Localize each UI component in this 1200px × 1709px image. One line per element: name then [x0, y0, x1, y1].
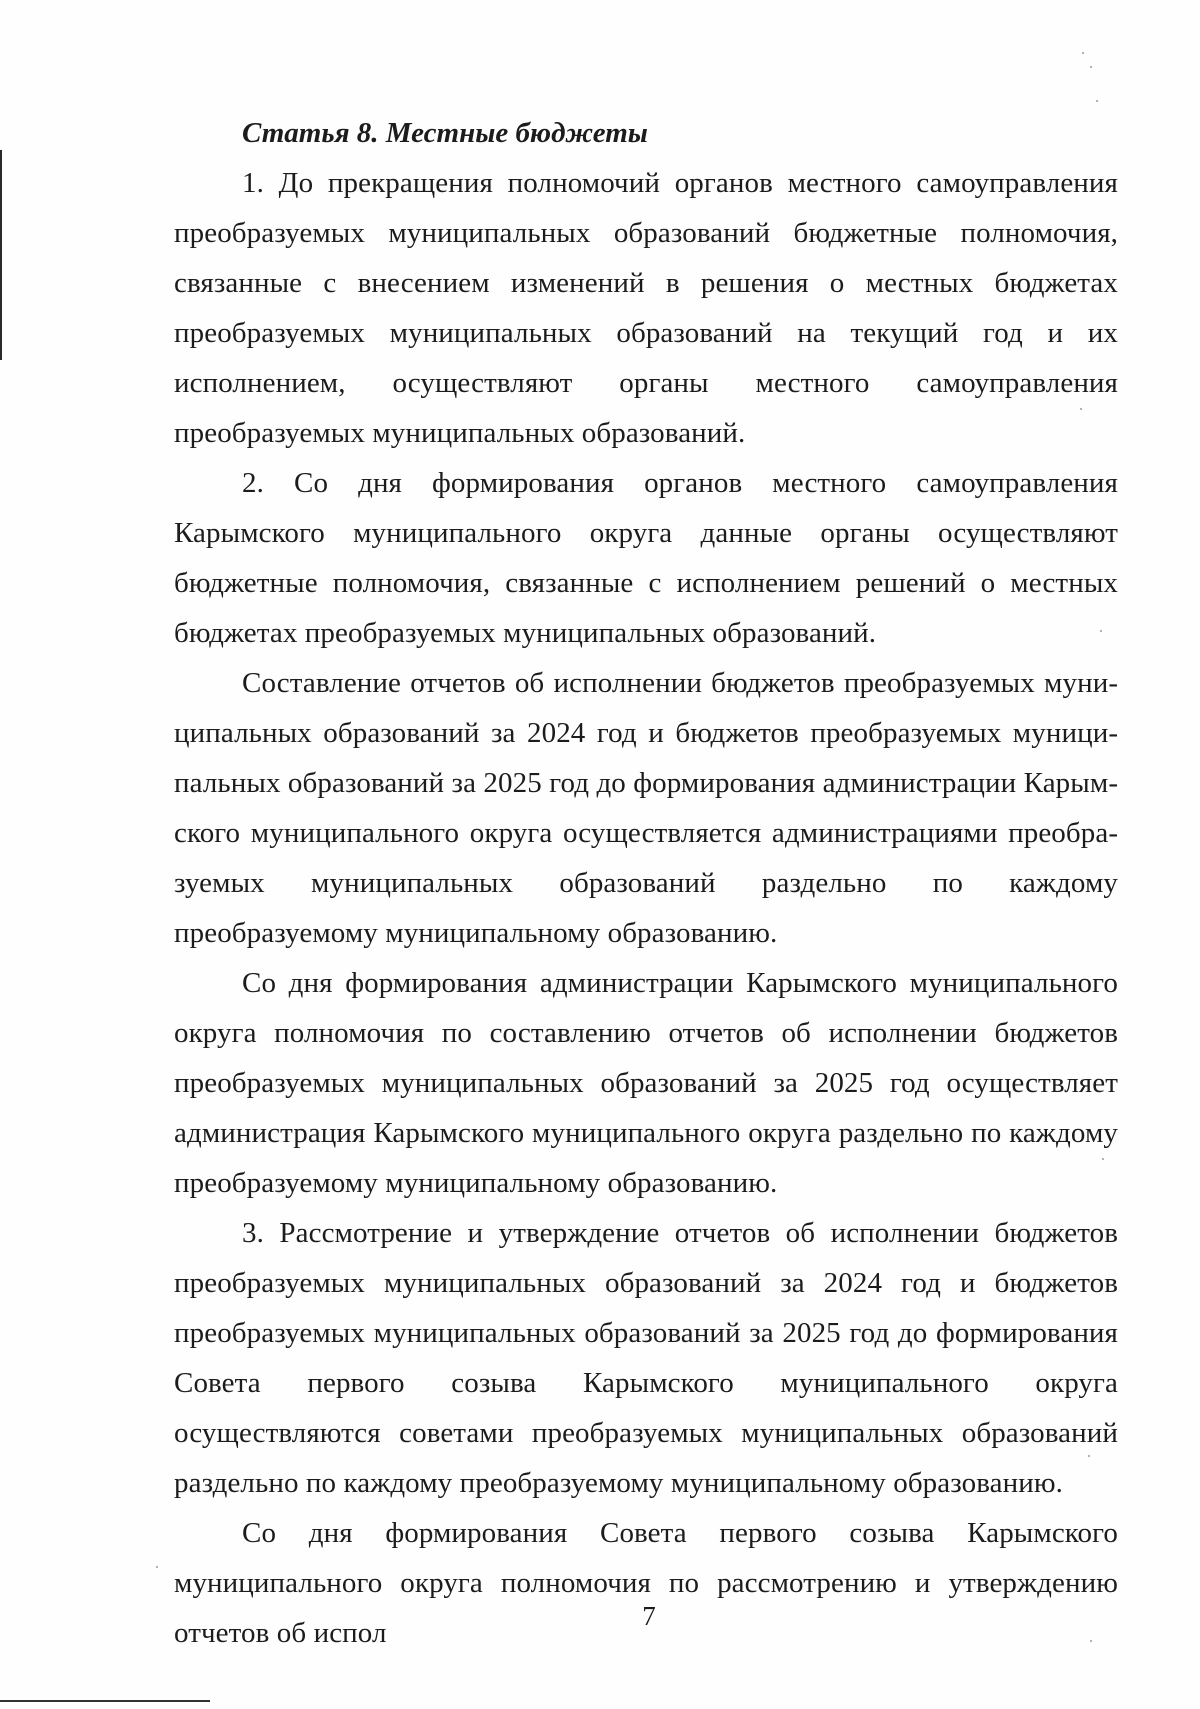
scan-speck [156, 1566, 158, 1568]
paragraph: Со дня формирования Совета первого созыва Карымского муниципального округа полномочия по рассмотрению и утверждению отчетов об испол [174, 1517, 1118, 1649]
scan-speck [1082, 52, 1084, 54]
paragraph: 3. Рассмотрение и утверждение отчетов об исполнении бюджетов преобразуемых муниципальных образований за 2024 год и бюджетов преобразуемых муниципальных образований за 2025 год до формирования Совета первого созыва Карымского муниципального округа осуществляются советами преобразуемых муниципальных образований раздельно по каждому преобразуемому муниципальному образованию. [174, 1217, 1118, 1499]
paragraph: 1. До прекращения полномочий органов местного самоуправления преобразуемых муниципальных образований бюджетные полномочия, связанные с внесением изменений в решения о местных бюджетах преобразуемых муниципальных образований на текущий год и их исполнением, осуществляют органы местного самоуправления преобразуемых муниципальных образований. [174, 167, 1118, 449]
document-body [174, 108, 1118, 1658]
page-number: 7 [642, 1601, 656, 1631]
article-title: Статья 8. Местные бюджеты [242, 117, 648, 149]
footnote-rule [0, 1700, 210, 1702]
scan-speck [1096, 100, 1098, 102]
paragraph: 2. Со дня формирования органов местного самоуправления Карымского муниципального округа данные органы осуществляют бюджетные полномочия, связанные с исполнением решений о местных бюджетах преобразуемых муниципальных образований. [174, 467, 1118, 649]
paragraph: Составление отчетов об исполнении бюджетов преобразуемых муниципальных образований за 2024 год и бюджетов преобразуемых муниципальных образований за 2025 год до формирования администрации Карымского муниципального округа осуществляется администрациями преобразуемых муниципальных образований раздельно по каждому преобразуемому муниципальному образованию. [174, 667, 1118, 949]
paragraph: Со дня формирования администрации Карымского муниципального округа полномочия по составлению отчетов об исполнении бюджетов преобразуемых муниципальных образований за 2025 год осуществляет администрация Карымского муниципального округа раздельно по каждому преобразуемому муниципальному образованию. [174, 967, 1118, 1199]
scan-edge-mark [0, 150, 2, 360]
scan-speck [1090, 66, 1092, 68]
